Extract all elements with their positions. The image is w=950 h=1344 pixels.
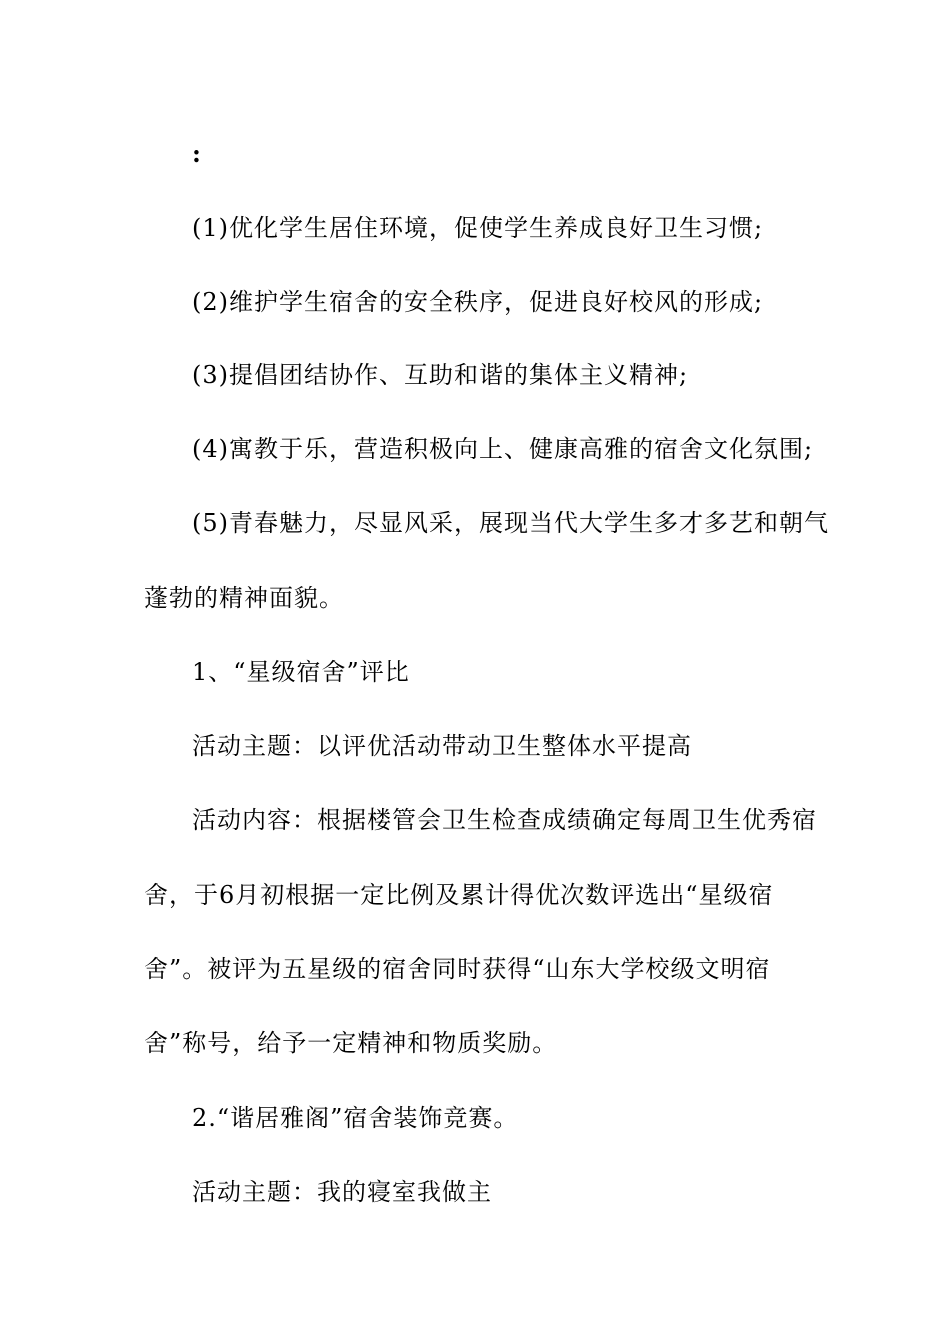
section-2-theme: 活动主题：我的寝室我做主 — [192, 1178, 492, 1206]
goal-3: (3)提倡团结协作、互助和谐的集体主义精神; — [192, 361, 689, 389]
section-1-content: 活动内容：根据楼管会卫生检查成绩确定每周卫生优秀宿 — [192, 806, 817, 834]
section-1-theme: 活动主题：以评优活动带动卫生整体水平提高 — [192, 732, 692, 760]
goal-5-continuation: 蓬勃的精神面貌。 — [144, 584, 344, 612]
goal-5: (5)青春魅力，尽显风采，展现当代大学生多才多艺和朝气 — [192, 509, 829, 537]
colon-line: : — [192, 139, 202, 168]
goal-4: (4)寓教于乐，营造积极向上、健康高雅的宿舍文化氛围; — [192, 435, 814, 463]
goal-1: (1)优化学生居住环境，促使学生养成良好卫生习惯; — [192, 214, 764, 242]
section-2-heading: 2.“谐居雅阁”宿舍装饰竞赛。 — [192, 1104, 519, 1132]
section-1-heading: 1、“星级宿舍”评比 — [192, 658, 410, 686]
goal-2: (2)维护学生宿舍的安全秩序，促进良好校风的形成; — [192, 288, 764, 316]
section-1-content-cont-2: 舍”。被评为五星级的宿舍同时获得“山东大学校级文明宿 — [144, 955, 771, 983]
section-1-content-cont-1: 舍，于6月初根据一定比例及累计得优次数评选出“星级宿 — [144, 881, 774, 909]
section-1-content-cont-3: 舍”称号，给予一定精神和物质奖励。 — [144, 1029, 558, 1057]
